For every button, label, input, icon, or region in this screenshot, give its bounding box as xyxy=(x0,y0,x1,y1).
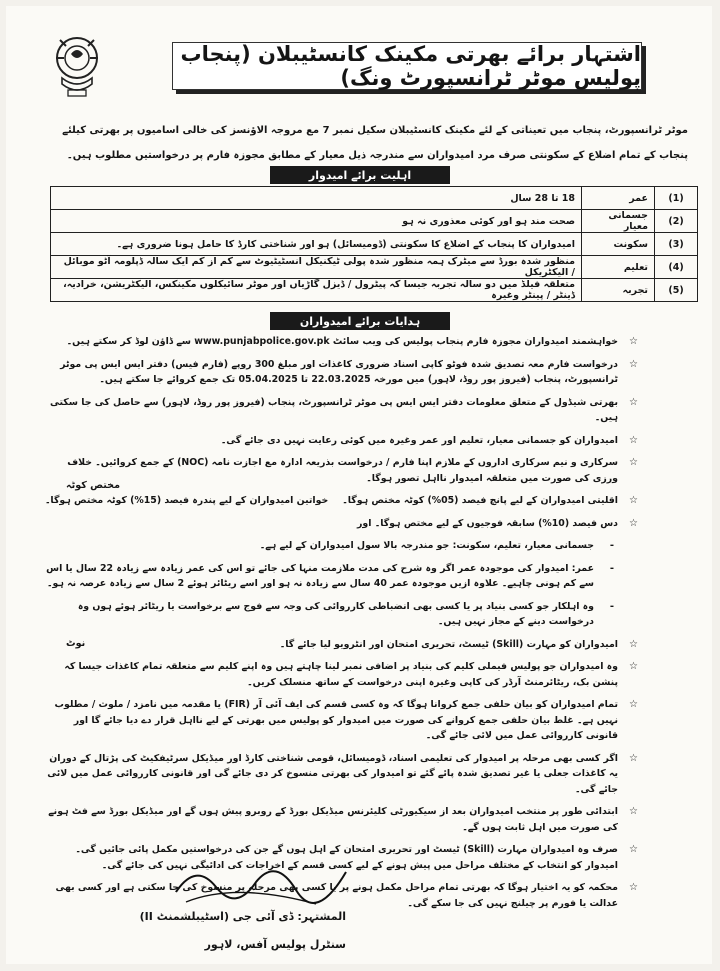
emblem-icon xyxy=(48,32,106,102)
dash-bullet-icon: - xyxy=(609,600,614,612)
eligibility-row xyxy=(51,279,698,302)
eligibility-row xyxy=(51,187,698,210)
star-bullet-icon: ☆ xyxy=(629,517,638,529)
star-bullet-icon: ☆ xyxy=(629,396,638,408)
star-bullet-icon: ☆ xyxy=(629,661,638,672)
instruction-item xyxy=(40,599,616,630)
instruction-text: بھرتی شیڈول کے متعلق معلومات دفتر ایس ایس پی موٹر ٹرانسپورٹ، پنجاب (فیروز پور روڈ، لاہور) سے حاصل کی جا سکتی ہیں۔ xyxy=(49,396,618,423)
eligibility-row xyxy=(51,233,698,256)
note-label: نوٹ xyxy=(66,638,86,649)
star-bullet-icon: ☆ xyxy=(629,752,638,764)
row-value: 18 تا 28 سال xyxy=(51,187,582,210)
star-bullet-icon: ☆ xyxy=(629,882,638,893)
star-bullet-icon: ☆ xyxy=(629,336,638,347)
instruction-item xyxy=(40,455,640,486)
star-bullet-icon: ☆ xyxy=(629,806,638,817)
row-label: جسمانی معیار xyxy=(582,210,655,233)
instruction-item xyxy=(40,334,640,350)
eligibility-table xyxy=(50,186,698,302)
instruction-text: اقلیتی امیدواران کے لیے پانچ فیصد (05%) کوٹہ مختص ہوگا۔ xyxy=(342,495,618,506)
instruction-item xyxy=(40,493,640,509)
star-bullet-icon: ☆ xyxy=(629,358,638,370)
office-line: سنٹرل پولیس آفس، لاہور xyxy=(204,938,346,951)
instruction-text: وہ اہلکار جو کسی بنیاد پر یا کسی بھی انضباطی کارروائی کی وجہ سے فوج سے برخواست یا ریٹائر ہوئے ہوں وہ درخواست دینے کے مجاز نہیں ہیں۔ xyxy=(77,600,594,627)
instruction-text: درخواست فارم معہ تصدیق شدہ فوٹو کاپی اسناد ضروری کاغذات اور مبلغ 300 روپے (فارم فیس) دفتر ایس ایس پی موٹر ٹرانسپورٹ، پنجاب (فیروز پور روڈ، لاہور) میں مورخہ 22.03.2025 تا 05.04.2025 تک جمع کروائے جا سکتے ہیں۔ xyxy=(60,358,618,385)
instruction-text: محکمہ کو یہ اختیار ہوگا کہ بھرتی تمام مراحل مکمل ہونے پر یا کسی بھی مرحلہ پر منسوخ کی جا سکتی ہے اور کسی بھی عدالت یا فورم پر چیلنج نہیں کی جا سکے گی۔ xyxy=(55,882,618,909)
star-bullet-icon: ☆ xyxy=(629,699,638,710)
row-label: تعلیم xyxy=(582,256,655,279)
instruction-text: دس فیصد (10%) سابقہ فوجیوں کے لیے مختص ہوگا۔ اور xyxy=(357,517,618,529)
intro-paragraph: موٹر ٹرانسپورٹ، پنجاب میں تعیناتی کے لئے مکینک کانسٹیبلان سکیل نمبر 7 مع مروجہ الاؤنسز کی خالی اسامیوں پر بھرتی کیلئے پنجاب کے تمام اضلاع کے سکونتی صرف مرد امیدواران سے مندرجہ ذیل معیار کے مطابق مجوزہ فارم پر درخواستیں مطلوب ہیں۔ xyxy=(62,125,688,161)
instruction-text: تمام امیدواران کو بیان حلفی جمع کروانا ہوگا کہ وہ کسی قسم کی ایف آئی آر (FIR) یا مقدمہ میں نامزد / ملوث / مطلوب نہیں ہے۔ غلط بیان حلفی جمع کروانے کی صورت میں امیدوار کو پولیس میں بھرتی کے لیے نااہل قرار دے دیا جائے گا اور قانونی کارروائی عمل میں لائی جائے گی۔ xyxy=(54,699,618,741)
page-title: اشتہار برائے بھرتی مکینک کانسٹیبلان (پنجاب پولیس موٹر ٹرانسپورٹ ونگ) xyxy=(172,42,642,90)
instruction-item xyxy=(40,637,640,653)
row-label: عمر xyxy=(582,187,655,210)
eligibility-row xyxy=(51,210,698,233)
instruction-text: صرف وہ امیدواران مہارت (Skill) ٹیسٹ اور تحریری امتحان کے اہل ہوں گے جن کی درخواستیں مکمل پائی جائیں گی۔ امیدوار کو انتخاب کے مختلف مراحل میں پیش ہونے کے لیے کسی قسم کے اخراجات کی ادائیگی نہیں کی جائے گی۔ xyxy=(75,844,618,871)
instruction-text: امیدواران کو مہارت (Skill) ٹیسٹ، تحریری امتحان اور انٹرویو لیا جائے گا۔ xyxy=(279,638,618,650)
row-number: (2) xyxy=(655,210,698,233)
instructions-heading: ہدایات برائے امیدواران xyxy=(270,312,450,330)
row-value: صحت مند ہو اور کوئی معذوری نہ ہو xyxy=(51,210,582,233)
row-label: سکونت xyxy=(582,233,655,256)
instruction-item xyxy=(40,697,640,744)
star-bullet-icon: ☆ xyxy=(629,844,638,855)
star-bullet-icon: ☆ xyxy=(629,495,638,506)
star-bullet-icon: ☆ xyxy=(629,434,638,446)
instruction-item xyxy=(40,538,616,554)
instruction-item xyxy=(40,751,640,798)
instruction-text: ابتدائی طور پر منتخب امیدواران بعد از سیکیورٹی کلیئرنس میڈیکل بورڈ کے روبرو پیش ہوں گے اور میڈیکل بورڈ سے فٹ ہونے کی صورت میں اہل ثابت ہوں گے۔ xyxy=(48,806,618,833)
row-value: متعلقہ فیلڈ میں دو سالہ تجربہ جیسا کہ پیٹرول / ڈیزل گاڑیاں اور موٹر سائیکلوں مکینکس، الیکٹریشن، خرادیہ، ڈینٹر / پینٹر وغیرہ xyxy=(51,279,582,302)
row-number: (4) xyxy=(655,256,698,279)
instruction-text: عمر: امیدوار کی موجودہ عمر اگر وہ شرح کی مدت ملازمت منہا کی جائے تو اس کی عمر زیادہ سے زیادہ 22 سال یا اس سے کم ہونی چاہیے۔ علاوہ ازیں موجودہ عمر 40 سال سے زیادہ نہ ہو اور اسے ریٹائر ہوئے 2 سال سے زیادہ عرصہ نہ ہو۔ xyxy=(46,562,594,589)
instruction-side-text: خواتین امیدواران کے لیے پندرہ فیصد (15%) کوٹہ مختص ہوگا۔ xyxy=(44,495,329,506)
instruction-item xyxy=(40,659,640,690)
eligibility-heading: اہلیت برائے امیدوار xyxy=(270,166,450,184)
dash-bullet-icon: - xyxy=(609,562,614,574)
instruction-text: خواہشمند امیدواران مجوزہ فارم پنجاب پولیس کی ویب سائٹ www.punjabpolice.gov.pk سے ڈاؤن لوڈ کر سکتے ہیں۔ xyxy=(66,336,618,347)
instruction-item xyxy=(40,357,640,388)
instruction-item xyxy=(40,516,640,532)
star-bullet-icon: ☆ xyxy=(629,638,638,650)
row-number: (5) xyxy=(655,279,698,302)
instruction-item xyxy=(40,433,640,449)
instruction-text: اگر کسی بھی مرحلہ پر امیدوار کی تعلیمی اسناد، ڈومیسائل، قومی شناختی کارڈ اور میڈیکل سرٹیفکیٹ کی پڑتال کے دوران یہ کاغذات جعلی یا غیر تصدیق شدہ پائے گئے تو امیدوار کی بھرتی منسوخ کر دی جائے گی اور قانونی کارروائی عمل میں لائی جائے گی۔ xyxy=(47,752,618,795)
signature-scribble-icon xyxy=(166,852,366,912)
instruction-text: جسمانی معیار، تعلیم، سکونت: جو مندرجہ بالا سول امیدواران کے لیے ہے۔ xyxy=(259,540,594,551)
dash-bullet-icon: - xyxy=(609,540,614,551)
instruction-text: سرکاری و نیم سرکاری اداروں کے ملازم اپنا فارم / درخواست بذریعہ ادارہ مع اجازت نامہ (NOC) کے جمع کروائیں۔ خلاف ورزی کی صورت میں متعلقہ امیدوار نااہل تصور ہوگا۔ xyxy=(67,457,618,484)
row-number: (1) xyxy=(655,187,698,210)
announcer-line: المشتہر: ڈی آئی جی (اسٹیبلشمنٹ II) xyxy=(139,910,346,923)
instruction-item xyxy=(40,804,640,835)
eligibility-row xyxy=(51,256,698,279)
row-label: تجربہ xyxy=(582,279,655,302)
instruction-item xyxy=(40,561,616,592)
quota-label: مختص کوٹہ xyxy=(66,480,121,491)
instruction-text: وہ امیدواران جو پولیس فیملی کلیم کی بنیاد پر اضافی نمبر لینا چاہتے ہیں وہ اپنے کلیم سے متعلقہ تمام کاغذات جیسا کہ پنشن بک، ریٹائرمنٹ آرڈر کی کاپی وغیرہ اپنی درخواست کے ساتھ منسلک کریں۔ xyxy=(64,661,618,688)
star-bullet-icon: ☆ xyxy=(629,457,638,468)
instruction-item xyxy=(40,395,640,426)
row-value: منظور شدہ بورڈ سے میٹرک ہمہ منظور شدہ پولی ٹیکنیکل انسٹیٹیوٹ سے کم از کم ایک سالہ ڈپلومہ آٹو موبائل / الیکٹریکل xyxy=(51,256,582,279)
advertisement-page xyxy=(6,6,712,964)
row-value: امیدواران کا پنجاب کے اضلاع کا سکونتی (ڈومیسائل) ہو اور شناختی کارڈ کا حامل ہونا ضروری ہے۔ xyxy=(51,233,582,256)
signature-area xyxy=(106,852,666,962)
instructions-list xyxy=(40,334,640,918)
instruction-text: امیدواران کو جسمانی معیار، تعلیم اور عمر وغیرہ میں کوئی رعایت نہیں دی جائے گی۔ xyxy=(220,434,618,446)
row-number: (3) xyxy=(655,233,698,256)
